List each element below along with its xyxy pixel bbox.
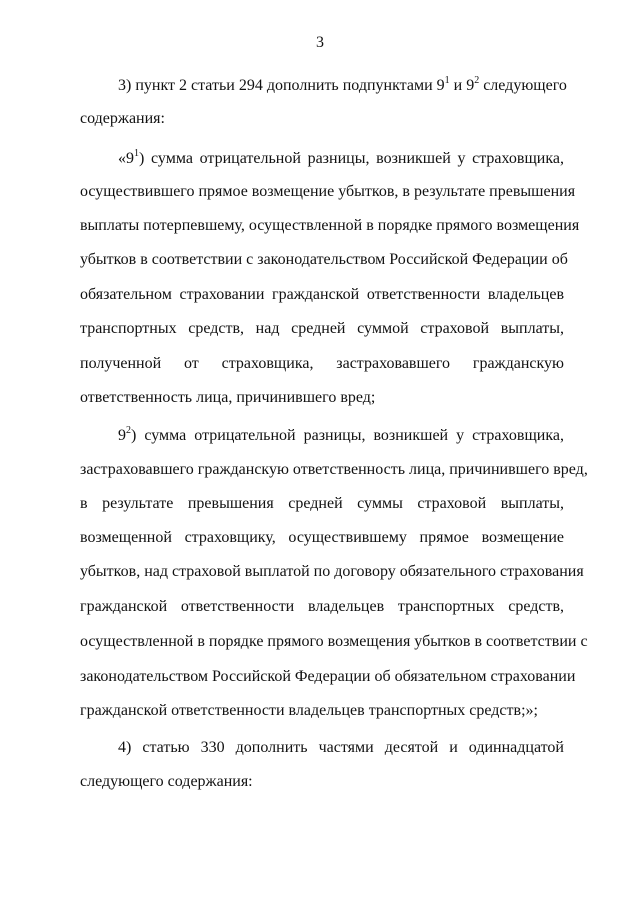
item3-text-c: следующего [479, 77, 567, 94]
sub91-prefix: «9 [118, 150, 134, 167]
sub91-line-last: ответственность лица, причинившего вред; [80, 389, 376, 406]
item3-text-a: 3) пункт 2 статьи 294 дополнить подпунктами 9 [118, 77, 445, 94]
sub91-text: ) сумма отрицательной разницы, возникшей у страховщика, [139, 150, 564, 167]
item3-sup1: 1 [444, 74, 450, 86]
sub91-line: убытков в соответствии с законодательством Российской Федерации об [80, 251, 568, 268]
sub91-line: осуществившего прямое возмещение убытков, в результате превышения [80, 183, 576, 200]
sub92-sup: 2 [126, 424, 131, 436]
sub92-line: законодательством Российской Федерации об обязательном страховании [80, 668, 576, 685]
item3-line1 [118, 74, 567, 96]
sub92-line: убытков, над страховой выплатой по договору обязательного страхования [80, 563, 584, 580]
item3-line2: содержания: [80, 110, 165, 127]
page-number: 3 [316, 34, 324, 51]
sub91-line: полученной от страховщика, застраховавшего гражданскую [80, 355, 564, 372]
item3-sup2: 2 [474, 74, 480, 86]
sub92-line: застраховавшего гражданскую ответственность лица, причинившего вред, [80, 461, 588, 478]
sub91-line: обязательном страховании гражданской ответственности владельцев [80, 286, 564, 303]
sub92-line1 [118, 426, 564, 446]
sub91-line1 [118, 149, 564, 169]
sub91-sup: 1 [134, 147, 139, 159]
sub92-line: в результате превышения средней суммы страховой выплаты, [80, 495, 564, 512]
item4-line1: 4) статью 330 дополнить частями десятой и одиннадцатой [118, 739, 564, 756]
sub92-line: гражданской ответственности владельцев транспортных средств, [80, 598, 564, 615]
sub92-line-last: гражданской ответственности владельцев транспортных средств;»; [80, 702, 538, 719]
sub92-line: осуществленной в порядке прямого возмещения убытков в соответствии с [80, 633, 588, 650]
sub91-line: транспортных средств, над средней суммой страховой выплаты, [80, 320, 564, 337]
sub92-text: ) сумма отрицательной разницы, возникшей у страховщика, [131, 427, 564, 444]
sub91-line: выплаты потерпевшему, осуществленной в порядке прямого возмещения [80, 217, 580, 234]
item3-text-b: и 9 [449, 77, 475, 94]
sub92-prefix: 9 [118, 427, 126, 444]
item4-line2: следующего содержания: [80, 773, 253, 790]
sub92-line: возмещенной страховщику, осуществившему прямое возмещение [80, 529, 564, 546]
